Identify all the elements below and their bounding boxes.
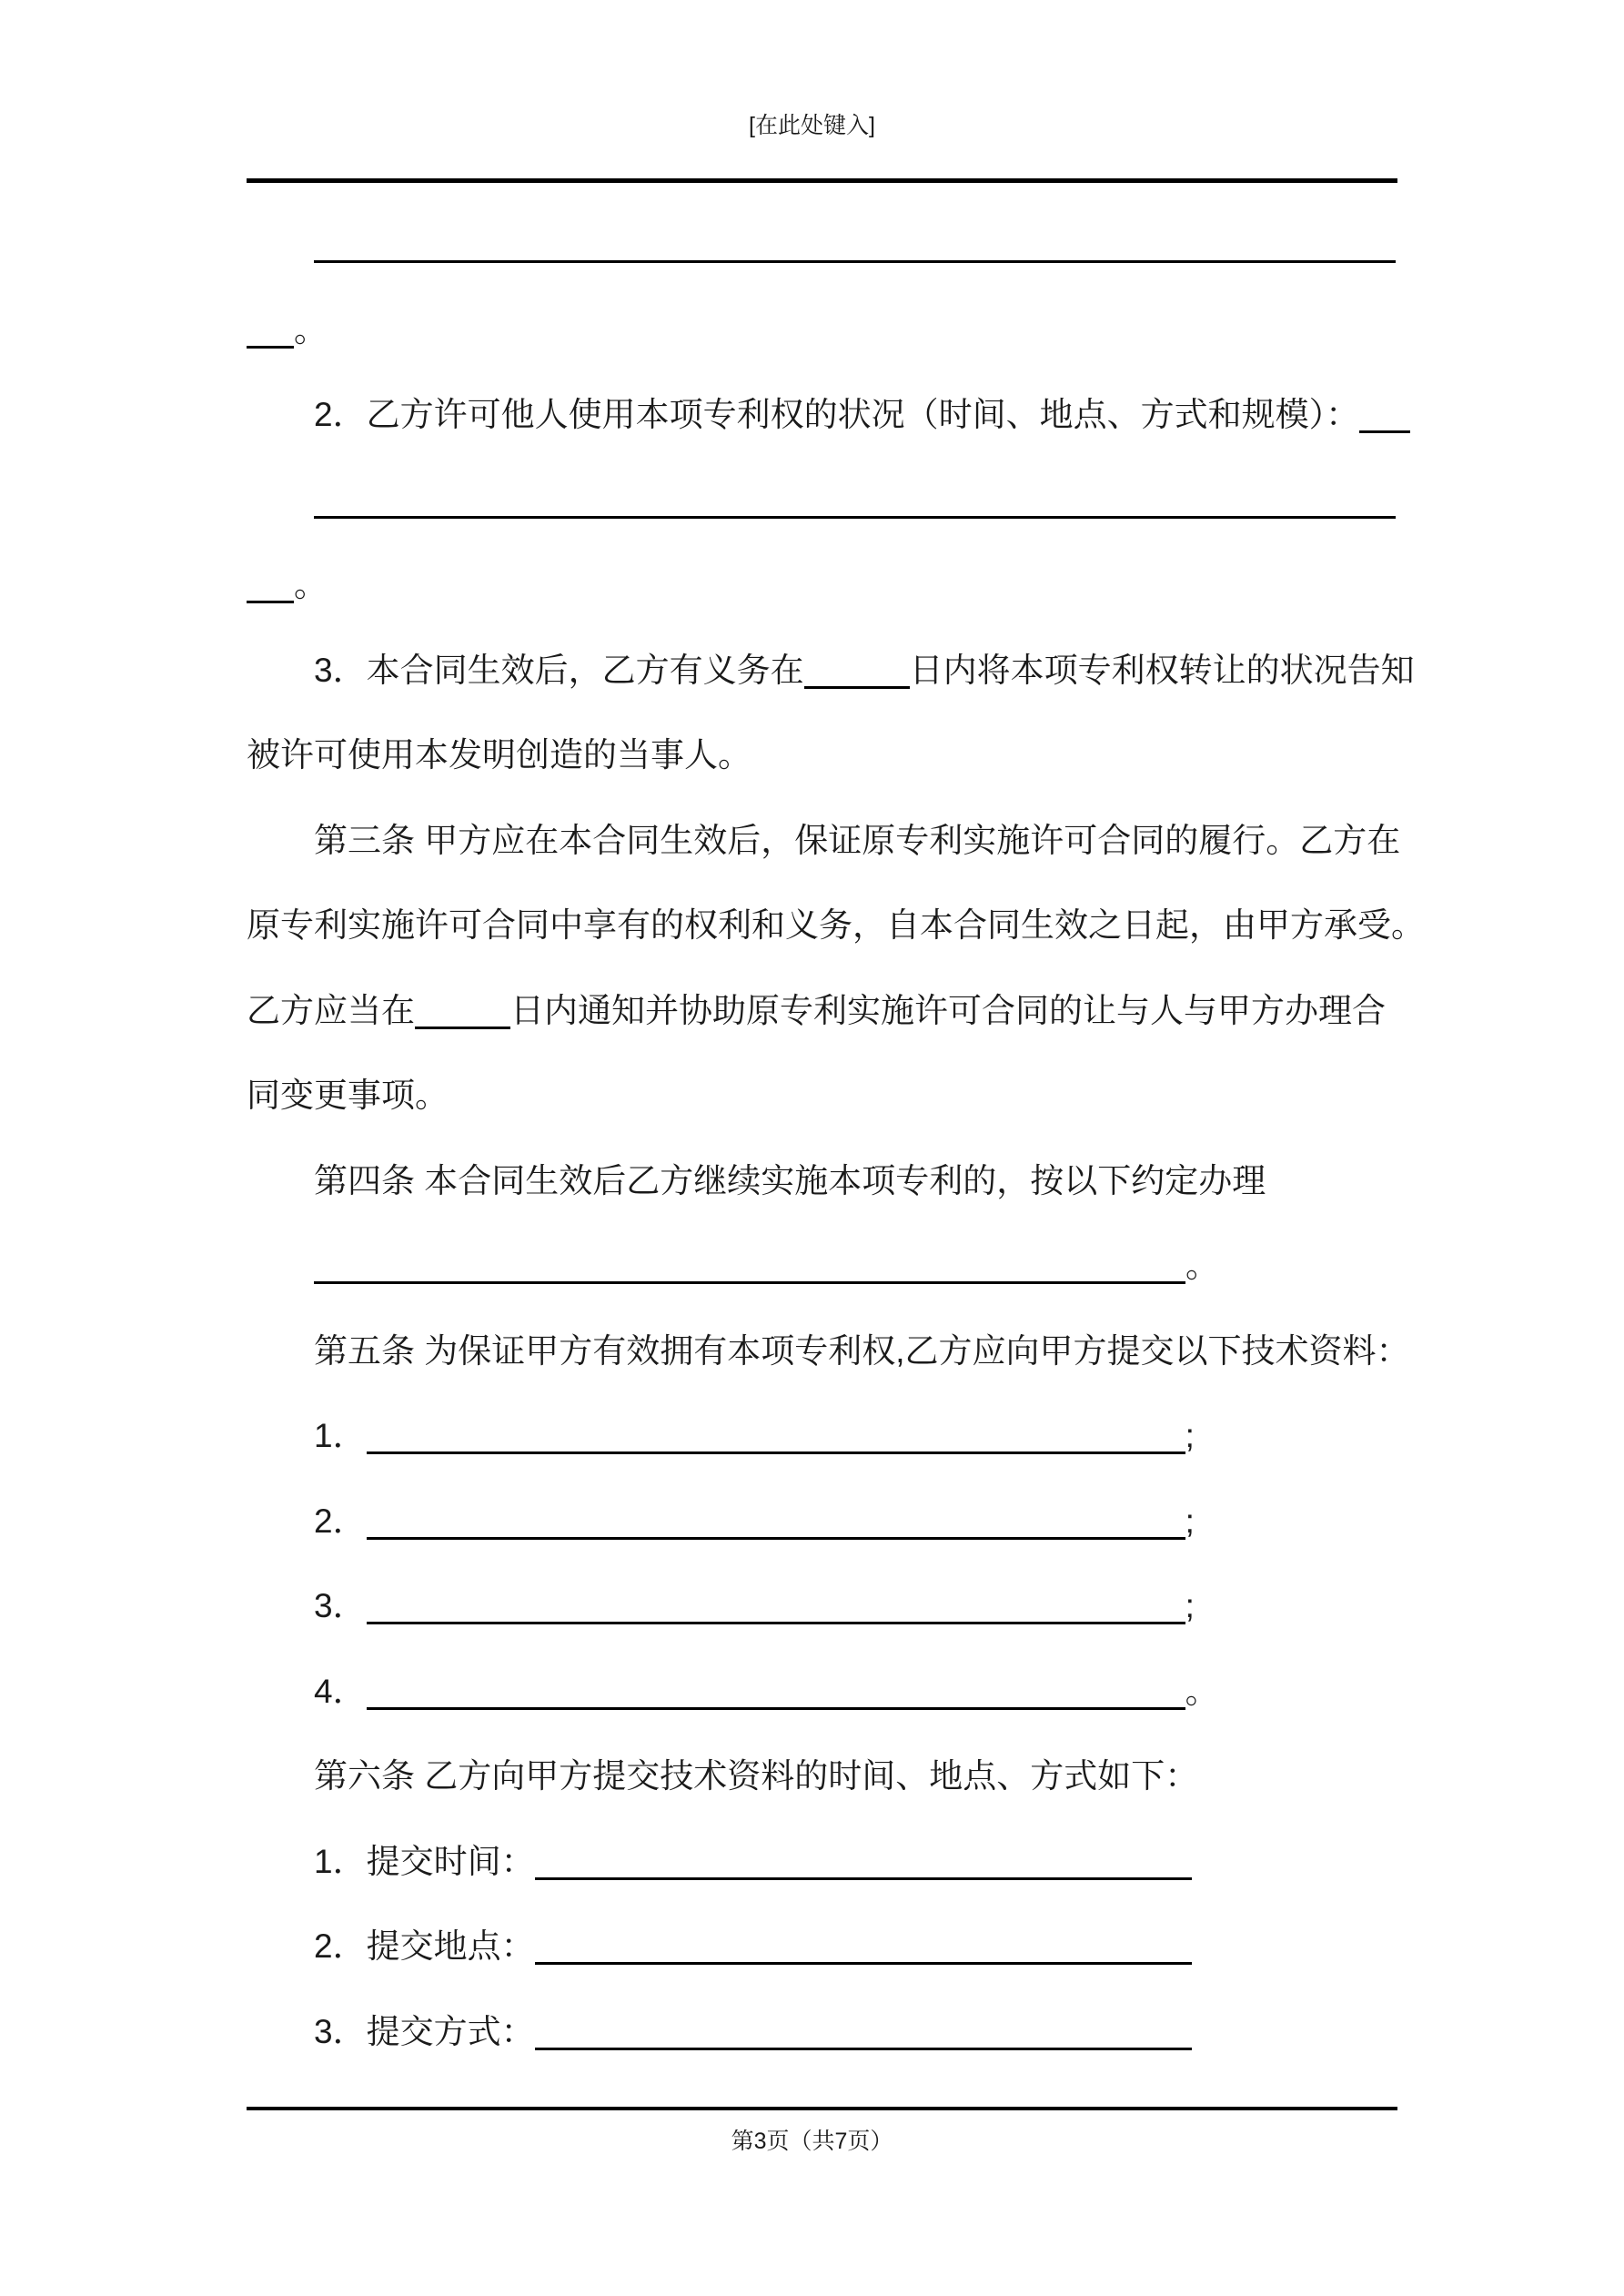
item-end-punct: ; [1185, 1502, 1195, 1540]
fill-in-blank [804, 686, 910, 689]
writein-continuation-line [247, 202, 1465, 288]
item-end-punct: ; [1185, 1417, 1195, 1454]
fill-in-blank [314, 260, 1396, 263]
fill-in-blank [367, 1622, 1185, 1624]
fill-in-blank [314, 1281, 1185, 1284]
item-number: 2． [314, 1502, 367, 1540]
clause3-text-post: 日内将本项专利权转让的状况告知 [909, 652, 1415, 689]
clause3-text-pre: 3．本合同生效后，乙方有义务在 [314, 652, 804, 689]
article4-answer-line [247, 1223, 1465, 1309]
clause2-text: 2．乙方许可他人使用本项专利权的状况（时间、地点、方式和规模）： [314, 396, 1360, 433]
article3-line3 [247, 968, 1397, 1054]
tech-doc-item-4 [247, 1649, 1465, 1735]
writein-continuation-line [247, 458, 1465, 543]
fill-in-blank [1359, 430, 1410, 433]
item-number: 4． [314, 1673, 367, 1710]
article3-line1 [247, 798, 1465, 884]
submit-place-label: 2．提交地点： [314, 1927, 535, 1965]
header-placeholder: [在此处键入] [749, 113, 875, 138]
fill-in-blank [247, 346, 294, 349]
fill-in-blank [535, 2048, 1192, 2050]
item-end-punct: ; [1185, 1587, 1195, 1624]
article3-line4 [247, 1053, 1397, 1138]
fill-in-blank [367, 1451, 1185, 1454]
article6-text: 第六条 乙方向甲方提交技术资料的时间、地点、方式如下： [314, 1757, 1199, 1795]
fill-in-blank [367, 1707, 1185, 1710]
article6-heading-line [247, 1734, 1465, 1819]
article3-line2 [247, 883, 1425, 968]
header-rule [247, 178, 1397, 183]
submit-place-line [247, 1904, 1465, 1989]
footer-rule [247, 2107, 1397, 2110]
fill-in-blank [247, 601, 294, 603]
clause3-continuation-line [247, 713, 1397, 798]
submit-method-line [247, 1989, 1465, 2075]
fill-in-blank [535, 1877, 1192, 1880]
footer-page-number: 第3页（共7页） [731, 2129, 893, 2154]
article3-text4: 同变更事项。 [247, 1077, 449, 1114]
line-end-punct: 。 [294, 566, 328, 603]
clause3-cont-text: 被许可使用本发明创造的当事人。 [247, 736, 751, 774]
contract-body [247, 202, 1425, 2086]
item-number: 3． [314, 1587, 367, 1624]
article4-heading-line [247, 1138, 1465, 1224]
tech-doc-item-2 [247, 1479, 1465, 1564]
tech-doc-item-3 [247, 1563, 1465, 1649]
clause3-line [247, 628, 1465, 713]
item-number: 1． [314, 1417, 367, 1454]
fill-in-blank [314, 516, 1396, 519]
writein-line-end [247, 288, 1397, 373]
submit-time-line [247, 1819, 1465, 1905]
article5-heading-line [247, 1309, 1465, 1394]
article3-text2: 原专利实施许可合同中享有的权利和义务，自本合同生效之日起，由甲方承受。 [247, 906, 1425, 944]
fill-in-blank [415, 1027, 510, 1029]
article3-text1: 第三条 甲方应在本合同生效后，保证原专利实施许可合同的履行。乙方在 [314, 822, 1401, 859]
submit-time-label: 1．提交时间： [314, 1843, 535, 1880]
item-end-punct: 。 [1185, 1673, 1219, 1710]
article4-text: 第四条 本合同生效后乙方继续实施本项专利的，按以下约定办理 [314, 1162, 1266, 1199]
fill-in-blank [367, 1537, 1185, 1540]
fill-in-blank [535, 1962, 1192, 1965]
line-end-punct: 。 [1185, 1247, 1219, 1284]
line-end-punct: 。 [294, 311, 328, 349]
tech-doc-item-1 [247, 1393, 1465, 1479]
submit-method-label: 3．提交方式： [314, 2013, 535, 2050]
article3-text3-pre: 乙方应当在 [247, 992, 415, 1029]
clause2-line [247, 372, 1465, 458]
article5-text: 第五条 为保证甲方有效拥有本项专利权,乙方应向甲方提交以下技术资料： [314, 1332, 1410, 1370]
writein-line-end [247, 542, 1397, 628]
article3-text3-post: 日内通知并协助原专利实施许可合同的让与人与甲方办理合 [510, 992, 1386, 1029]
